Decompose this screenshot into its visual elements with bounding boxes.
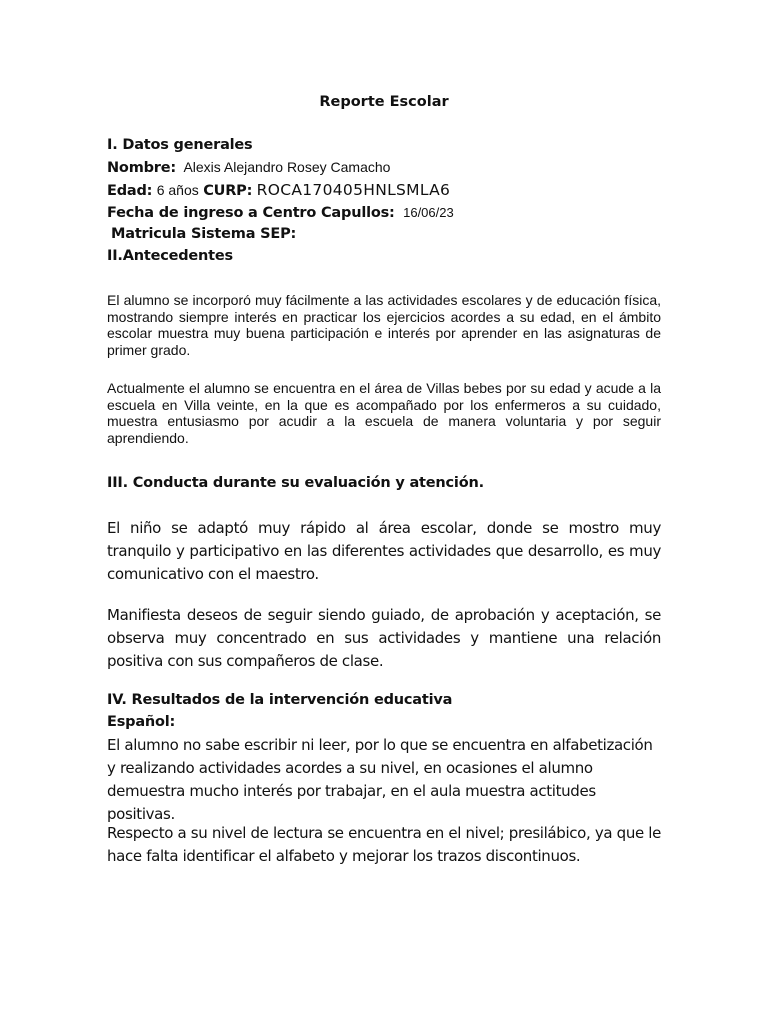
page-title: Reporte Escolar [319, 94, 449, 110]
field-nombre [107, 159, 390, 177]
curp-label: CURP: [203, 183, 253, 199]
edad-label: Edad: [107, 183, 153, 199]
nombre-value: Alexis Alejandro Rosey Camacho [183, 159, 391, 175]
nombre-label: Nombre: [107, 160, 176, 176]
section-heading-datos-generales: I. Datos generales [107, 137, 253, 153]
fecha-value: 16/06/23 [403, 205, 454, 220]
curp-value: ROCA170405HNLSMLA6 [256, 181, 451, 199]
field-fecha-ingreso [107, 204, 454, 222]
conducta-paragraph-1: El niño se adaptó muy rápido al área escolar, donde se mostro muy tranquilo y participativo en las diferentes actividades que desarrollo, es muy comunicativo con el maestro. [107, 519, 661, 583]
section-heading-conducta: III. Conducta durante su evaluación y atención. [107, 475, 484, 491]
section-heading-antecedentes: II.Antecedentes [107, 248, 233, 264]
resultados-paragraph-2: Respecto a su nivel de lectura se encuentra en el nivel; presilábico, ya que le hace falta identificar el alfabeto y mejorar los trazos discontinuos. [107, 824, 661, 865]
section-heading-resultados: IV. Resultados de la intervención educativa [107, 692, 453, 708]
subheading-espanol: Español: [107, 714, 176, 730]
antecedentes-paragraph-1: El alumno se incorporó muy fácilmente a las actividades escolares y de educación física, mostrando siempre interés en practicar los ejercicios acordes a su edad, en el ámbito escolar muestra muy buena participación e interés por aprender en las asignaturas de primer grado. [107, 292, 661, 359]
field-edad-curp [107, 181, 450, 200]
conducta-paragraph-2: Manifiesta deseos de seguir siendo guiado, de aprobación y aceptación, se observa muy concentrado en sus actividades y mantiene una relación positiva con sus compañeros de clase. [107, 606, 661, 670]
fecha-label: Fecha de ingreso a Centro Capullos: [107, 205, 395, 221]
antecedentes-paragraph-2: Actualmente el alumno se encuentra en el área de Villas bebes por su edad y acude a la escuela en Villa veinte, en la que es acompañado por los enfermeros a su cuidado, muestra entusiasmo por acudir a la escuela de manera voluntaria y por seguir aprendiendo. [107, 380, 661, 447]
edad-value: 6 años [156, 182, 199, 198]
field-matricula: Matricula Sistema SEP: [111, 226, 297, 242]
resultados-paragraph-1: El alumno no sabe escribir ni leer, por lo que se encuentra en alfabetización y realizando actividades acordes a su nivel, en ocasiones el alumno demuestra mucho interés por trabajar, en el aula muestra actitudes positivas. [107, 736, 653, 823]
